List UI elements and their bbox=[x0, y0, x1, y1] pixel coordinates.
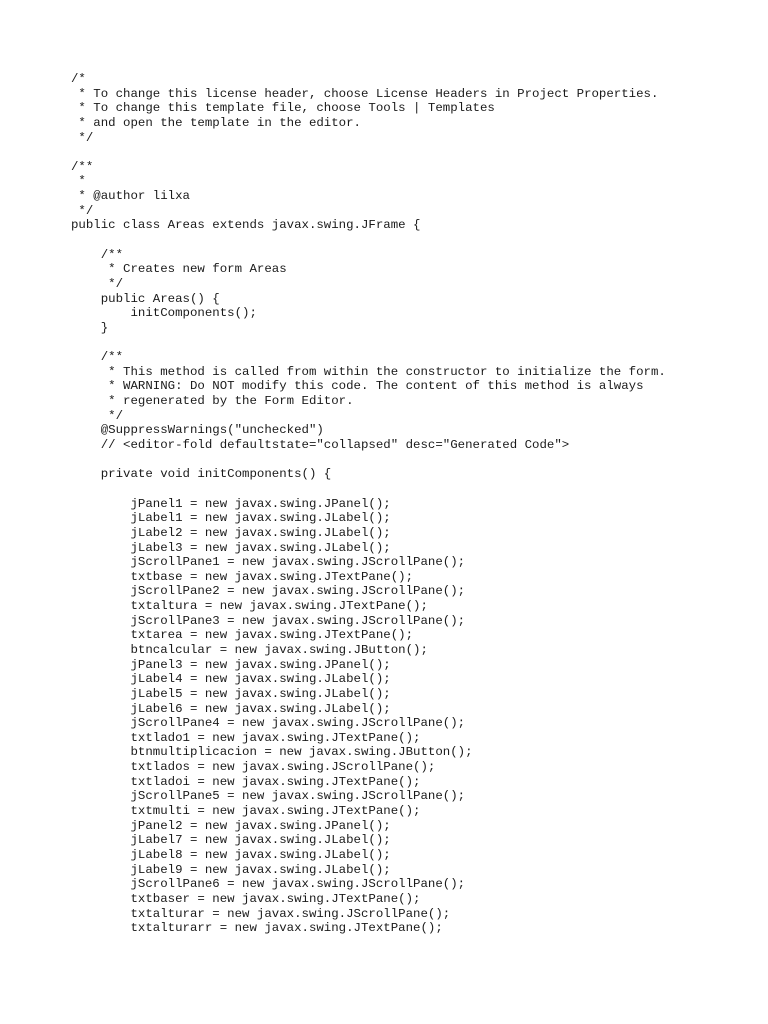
code-line: txtlados = new javax.swing.JScrollPane(); bbox=[71, 760, 436, 775]
code-line: btncalcular = new javax.swing.JButton(); bbox=[71, 642, 428, 657]
code-line: jLabel5 = new javax.swing.JLabel(); bbox=[71, 686, 391, 701]
code-line: jLabel1 = new javax.swing.JLabel(); bbox=[71, 511, 391, 526]
code-line: * and open the template in the editor. bbox=[71, 115, 361, 130]
code-line: // <editor-fold defaultstate="collapsed" desc="Generated Code"> bbox=[71, 438, 570, 453]
code-line: jScrollPane6 = new javax.swing.JScrollPane(); bbox=[71, 877, 466, 892]
code-line: jPanel1 = new javax.swing.JPanel(); bbox=[71, 496, 391, 511]
code-line: btnmultiplicacion = new javax.swing.JButton(); bbox=[71, 745, 473, 760]
code-line: jScrollPane4 = new javax.swing.JScrollPane(); bbox=[71, 716, 466, 731]
code-line: @SuppressWarnings("unchecked") bbox=[71, 423, 324, 438]
source-code-block bbox=[71, 72, 666, 936]
code-line: txtmulti = new javax.swing.JTextPane(); bbox=[71, 804, 421, 819]
code-line: txtlado1 = new javax.swing.JTextPane(); bbox=[71, 730, 421, 745]
code-line bbox=[71, 336, 666, 351]
code-line: * Creates new form Areas bbox=[71, 262, 287, 277]
code-line: * regenerated by the Form Editor. bbox=[71, 394, 354, 409]
code-line bbox=[71, 453, 666, 468]
code-line: * To change this template file, choose Tools | Templates bbox=[71, 101, 495, 116]
code-line: /** bbox=[71, 247, 124, 262]
code-line: /** bbox=[71, 350, 124, 365]
code-line: txtalturar = new javax.swing.JScrollPane(); bbox=[71, 906, 451, 921]
code-line: /** bbox=[71, 159, 94, 174]
code-line: jLabel6 = new javax.swing.JLabel(); bbox=[71, 701, 391, 716]
code-line: * This method is called from within the constructor to initialize the form. bbox=[71, 364, 666, 379]
code-line: } bbox=[71, 320, 109, 335]
code-line: jLabel7 = new javax.swing.JLabel(); bbox=[71, 833, 391, 848]
code-line: jScrollPane1 = new javax.swing.JScrollPane(); bbox=[71, 555, 466, 570]
code-line: */ bbox=[71, 203, 94, 218]
code-line: */ bbox=[71, 276, 124, 291]
code-line: * bbox=[71, 174, 86, 189]
code-line: txtalturarr = new javax.swing.JTextPane(); bbox=[71, 921, 443, 936]
code-line: txtladoi = new javax.swing.JTextPane(); bbox=[71, 774, 421, 789]
code-line: */ bbox=[71, 408, 124, 423]
code-line: */ bbox=[71, 130, 94, 145]
code-line: * To change this license header, choose License Headers in Project Properties. bbox=[71, 86, 659, 101]
code-line: jLabel2 = new javax.swing.JLabel(); bbox=[71, 525, 391, 540]
code-line: /* bbox=[71, 72, 86, 86]
code-line: private void initComponents() { bbox=[71, 467, 332, 482]
code-line: jPanel2 = new javax.swing.JPanel(); bbox=[71, 818, 391, 833]
code-line bbox=[71, 233, 666, 248]
code-line: * @author lilxa bbox=[71, 189, 190, 204]
code-line bbox=[71, 482, 666, 497]
code-line: jPanel3 = new javax.swing.JPanel(); bbox=[71, 657, 391, 672]
code-line: jScrollPane3 = new javax.swing.JScrollPane(); bbox=[71, 613, 466, 628]
code-line: jLabel8 = new javax.swing.JLabel(); bbox=[71, 847, 391, 862]
code-line: jLabel9 = new javax.swing.JLabel(); bbox=[71, 862, 391, 877]
code-line: txtbaser = new javax.swing.JTextPane(); bbox=[71, 891, 421, 906]
code-line: jScrollPane2 = new javax.swing.JScrollPane(); bbox=[71, 584, 466, 599]
code-line: public Areas() { bbox=[71, 291, 220, 306]
code-line: public class Areas extends javax.swing.JFrame { bbox=[71, 218, 421, 233]
code-line: txtbase = new javax.swing.JTextPane(); bbox=[71, 569, 414, 584]
code-line: jScrollPane5 = new javax.swing.JScrollPane(); bbox=[71, 789, 466, 804]
code-line: txtaltura = new javax.swing.JTextPane(); bbox=[71, 599, 428, 614]
code-line: initComponents(); bbox=[71, 306, 257, 321]
code-line: txtarea = new javax.swing.JTextPane(); bbox=[71, 628, 414, 643]
code-line bbox=[71, 145, 666, 160]
code-line: * WARNING: Do NOT modify this code. The content of this method is always bbox=[71, 379, 644, 394]
code-line: jLabel4 = new javax.swing.JLabel(); bbox=[71, 672, 391, 687]
code-line: jLabel3 = new javax.swing.JLabel(); bbox=[71, 540, 391, 555]
